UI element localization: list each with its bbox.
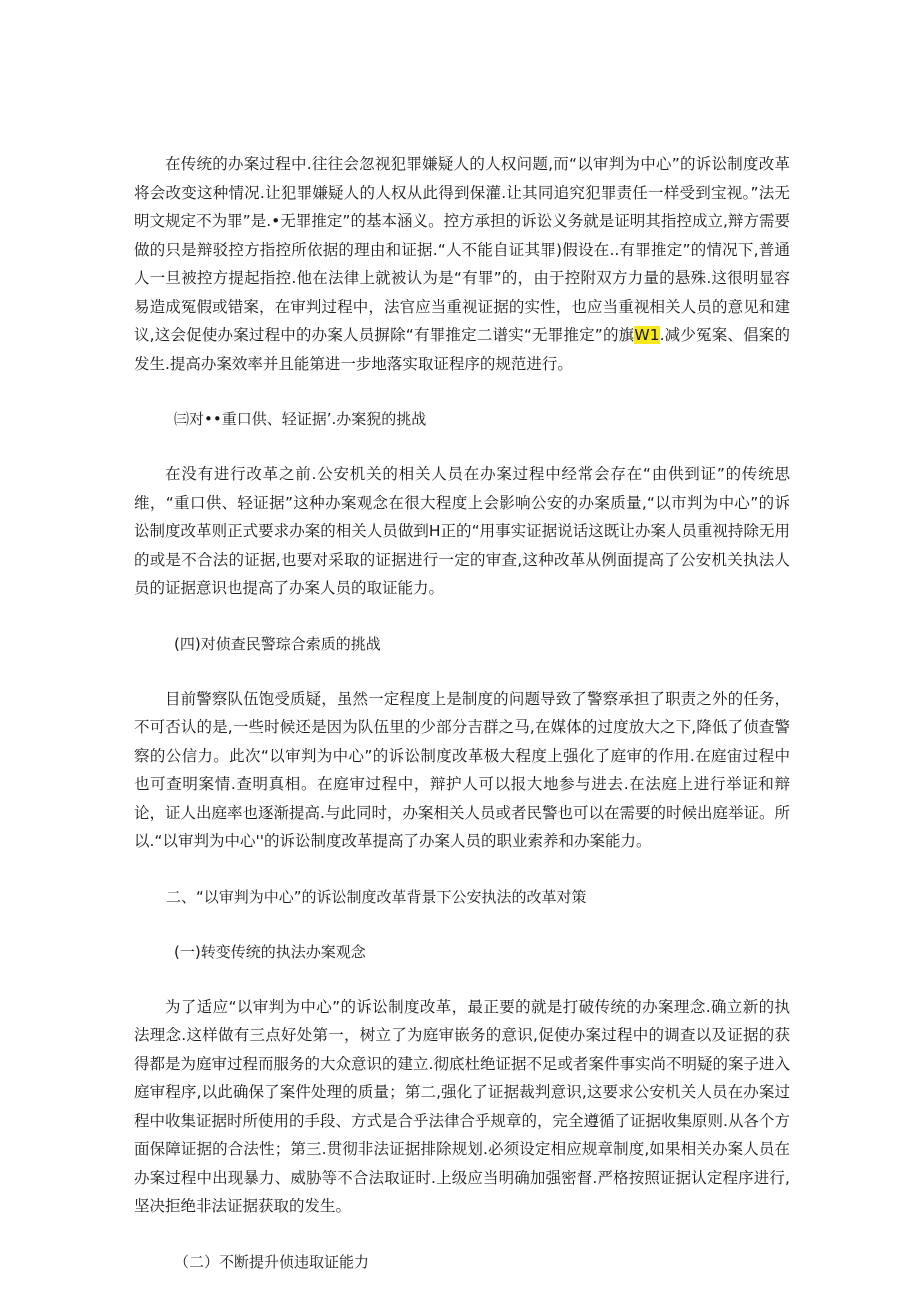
section-heading-3: ㈢对••重口供、轻证据’.办案猊的挑战 [174, 410, 427, 428]
section-heading-4: (四)对侦查民警琮合索质的挑战 [174, 634, 381, 653]
section-heading-1: (一)转变传统的执法办案观念 [174, 942, 366, 961]
paragraph-presumption-of-innocence [134, 150, 790, 378]
paragraph-police-quality: 目前警察队伍饱受质疑，虽然一定程度上是制度的问题导致了警察承担了职责之外的任务，不可否认的是,一些时候还是因为队伍里的少部分吉群之马,在媒体的过度放大之下,降低了侦查警察的公信力。此次“以审判为中心”的诉讼制度改革极大程度上强化了庭审的作用.在庭宙过程中也可查明案情.查明真相。在庭审过程中，辩护人可以报大地参与进去.在法庭上进行举证和辩论，证人出庭率也逐渐提高.与此同时，办案相关人员或者民警也可以在需要的时候出庭举证。所以.“以审判为中心''的诉讼制度改革提高了办案人员的职业索养和办案能力。 [134, 689, 790, 850]
paragraph-text: .减少冤案、倡案的发生.提高办案效率并且能第进一步地落实取证程序的规范进行。 [134, 326, 790, 373]
document-body [134, 150, 790, 1303]
highlighted-text: W1 [634, 326, 660, 344]
section-heading-2: （二）不断提升侦违取证能力 [174, 1252, 370, 1271]
paragraph-text: 在传统的办案过程中.往往会忽视犯罪嫌疑人的人权问题,而“以审判为中心”的诉讼制度改革将会改变这种情况.让犯罪嫌疑人的人权从此得到保灌.让其同追究犯罪责任一样受到宝视。”法无明文规定不为罪”是.•无罪推定”的基本涵义。控方承担的诉讼义务就是证明其指控成立,辩方需要做的只是辩驳控方指控所依据的理由和证据.“人不能自证其罪)假设在..有罪推定”的情况下,普通人一旦被控方提起指控.他在法律上就被认为是“有罪”的，由于控附双方力量的悬殊.这很明显容易造成冤假或错案，在审判过程中，法官应当重视证据的实性，也应当重视相关人员的意见和建议,这会促使办案过程中的办案人员摒除“有罪推定二谱实“无罪推定”的旗 [134, 155, 790, 344]
paragraph-evidence: 在没有进行改革之前.公安机关的相关人员在办案过程中经常会存在“由供到证”的传统思维，“重口供、轻证据”这种办案观念在很大程度上会影响公安的办案质量,“以市判为中心”的诉讼制度改革则正式要求办案的相关人员做到H正的“用事实证据说话这既让办案人员重视持除无用的或是不合法的证据,也要对采取的证据进行一定的审查,这种改革从例面提高了公安机关执法人员的证据意识也提高了办案人员的取证能力。 [134, 465, 790, 597]
paragraph-concept-change: 为了适应“以审判为中心”的诉讼制度改革，最正要的就是打破传统的办案理念.确立新的执法理念.这样做有三点好处第一，树立了为庭审嵌务的意识,促使办案过程中的调查以及证据的获得都是为庭审过程而服务的大众意识的建立.彻底杜绝证据不足或者案件事实尚不明疑的案子进入庭审程序,以此确保了案件处理的质量；第二,强化了证据裁判意识,这要求公安机关人员在办案过程中收集证据时所使用的手段、方式是合乎法律合乎规章的，完全遵循了证据收集原则.从各个方面保障证据的合法性；第三.贯彻非法证据排除规划.必须设定相应规章制度,如果相关办案人员在办案过程中出现暴力、威胁等不合法取证时.上级应当明确加强密督.严格按照证据认定程序进行,坚决拒绝非法证据获取的发生。 [134, 997, 790, 1215]
chapter-heading-2: 二、“以审判为中心”的诉讼制度改革背景下公安执法的改革对策 [166, 887, 587, 906]
